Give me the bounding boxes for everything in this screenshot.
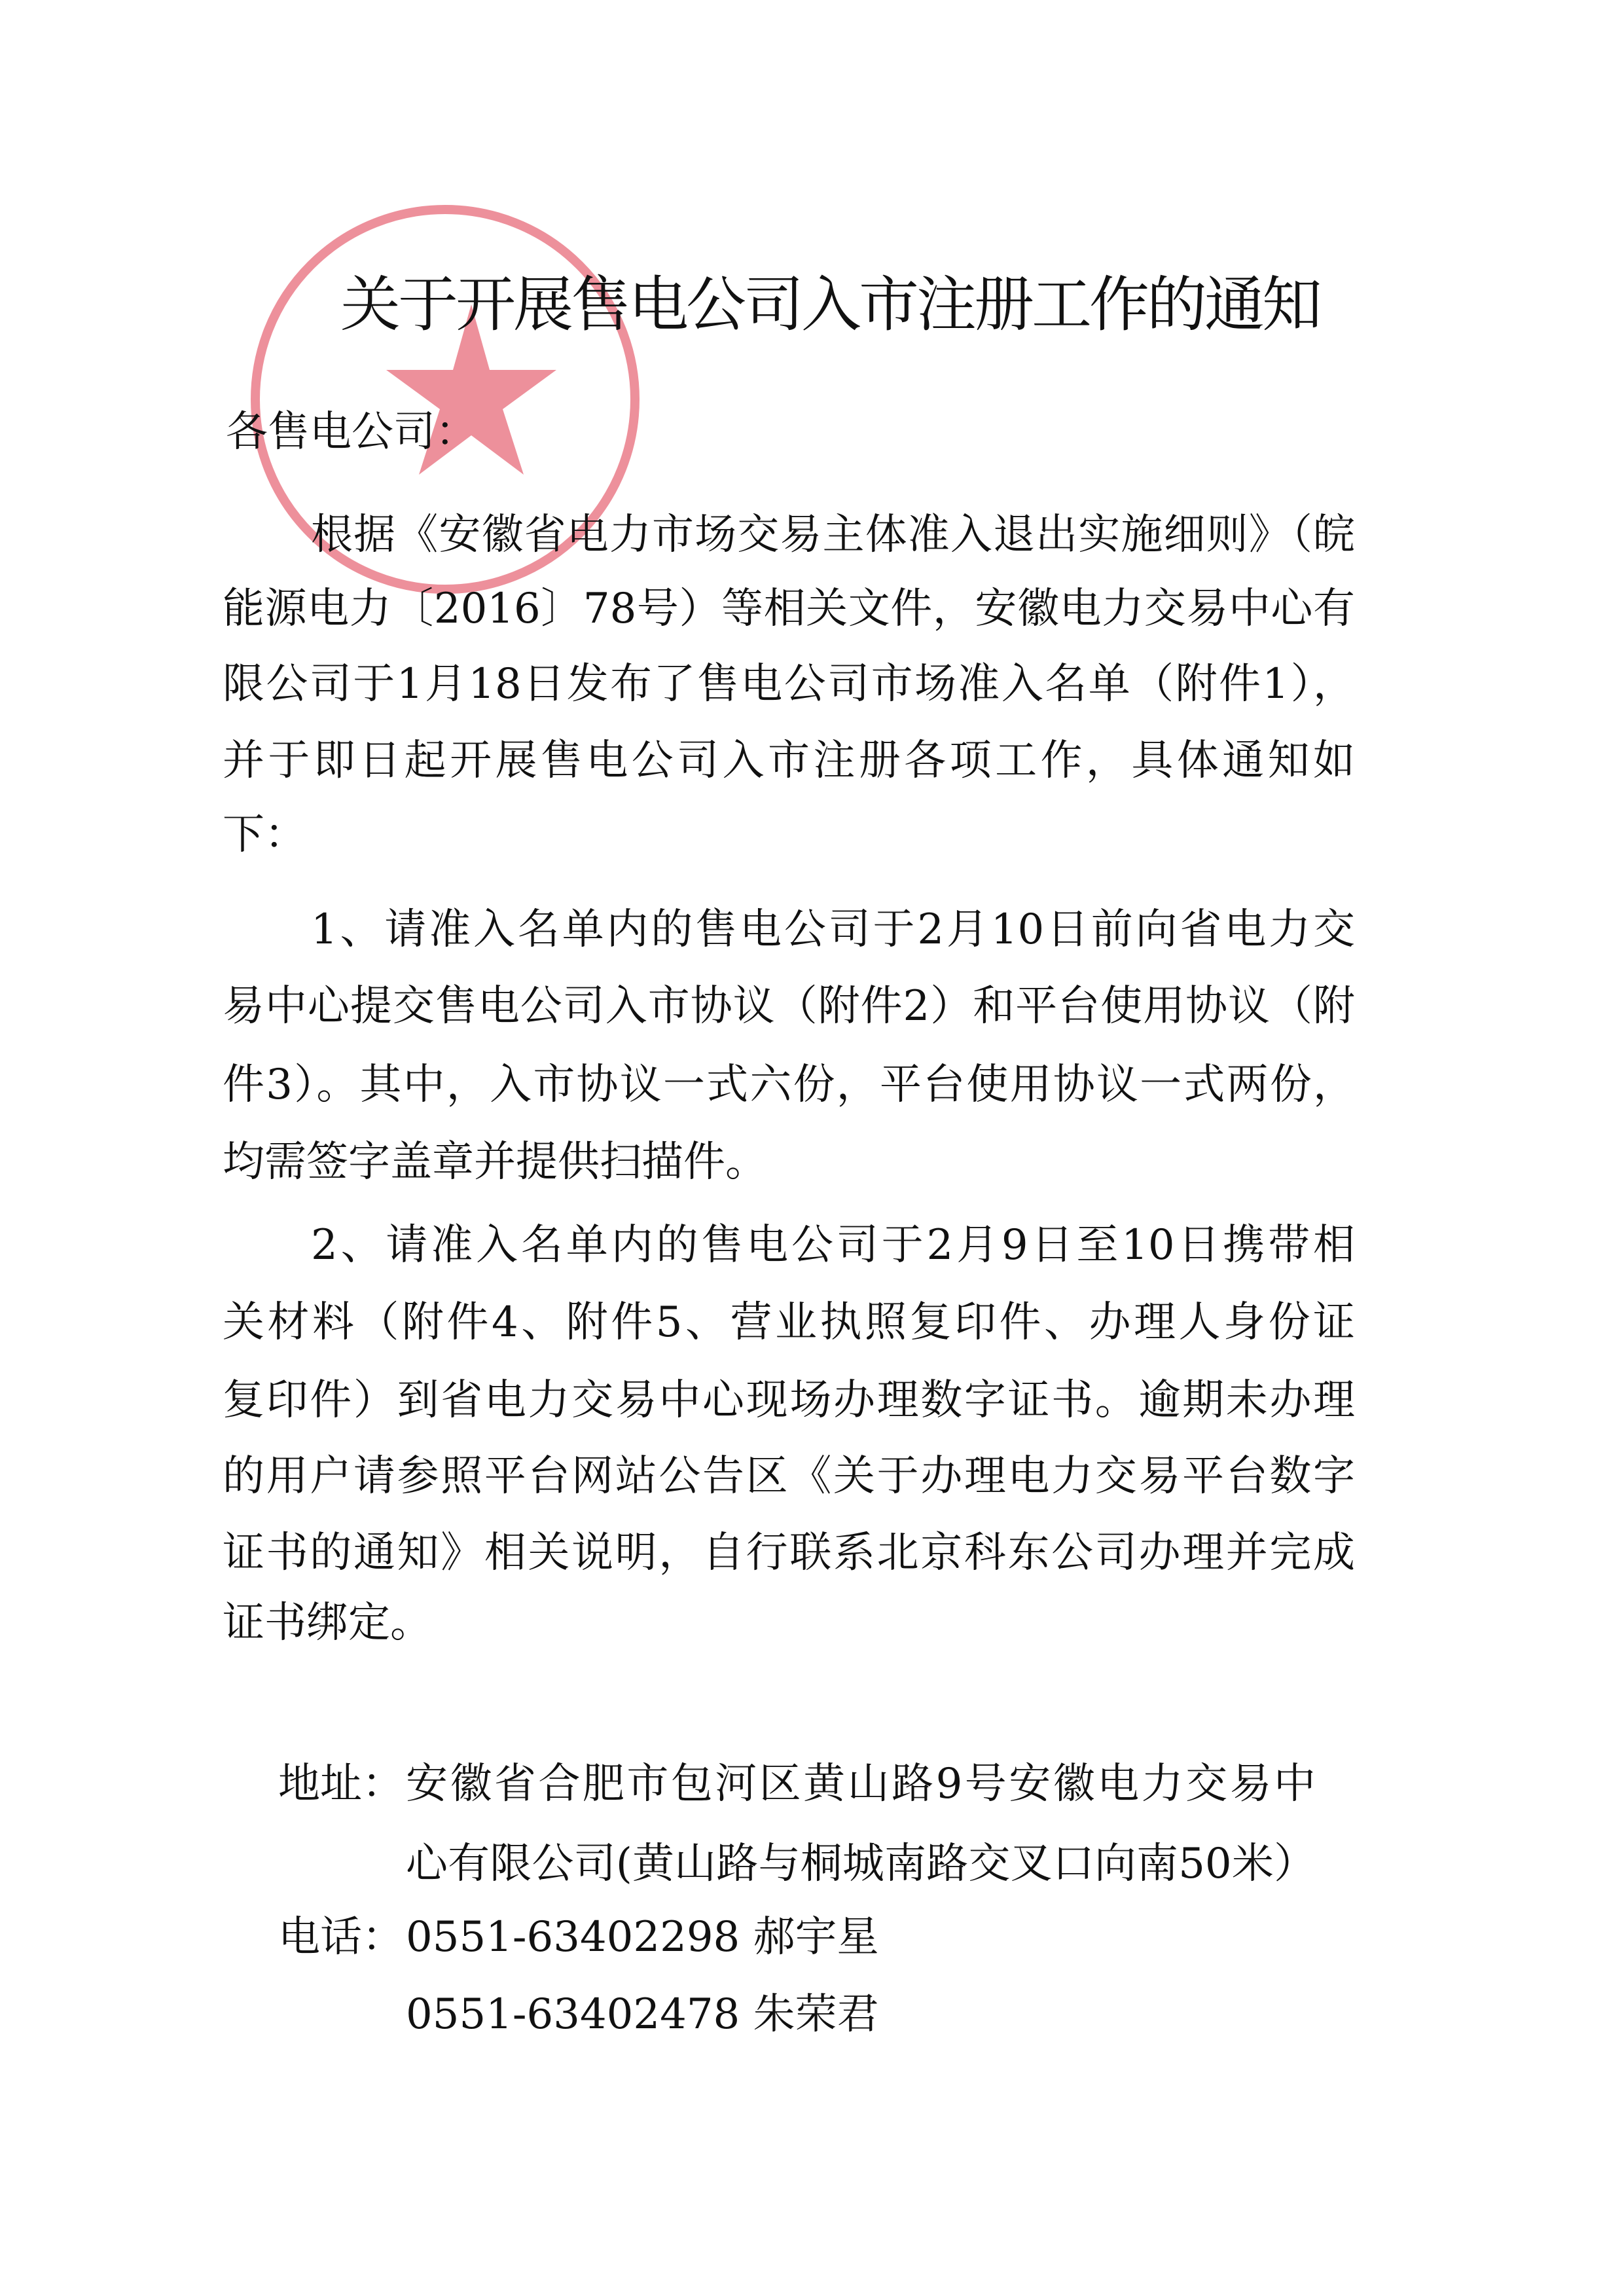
paragraph-line: 关材料（附件4、附件5、营业执照复印件、办理人身份证	[223, 1298, 1355, 1347]
paragraph-line: 证书的通知》相关说明，自行联系北京科东公司办理并完成	[223, 1529, 1355, 1577]
paragraph-line: 易中心提交售电公司入市协议（附件2）和平台使用协议（附	[223, 982, 1355, 1030]
paragraph-line: 2、请准入名单内的售电公司于2月9日至10日携带相	[311, 1221, 1355, 1269]
phone-line: 0551-63402478 朱荣君	[406, 1990, 879, 2039]
salutation: 各售电公司：	[226, 408, 477, 456]
phone-line: 0551-63402298 郝宇星	[406, 1913, 879, 1961]
paragraph-line: 复印件）到省电力交易中心现场办理数字证书。逾期未办理	[223, 1376, 1355, 1425]
address-label: 地址：	[278, 1760, 404, 1808]
paragraph-line: 能源电力〔2016〕78号）等相关文件，安徽电力交易中心有	[223, 585, 1355, 633]
paragraph-line: 均需签字盖章并提供扫描件。	[223, 1138, 767, 1186]
paragraph-line: 证书绑定。	[223, 1599, 432, 1647]
paragraph-line: 并于即日起开展售电公司入市注册各项工作，具体通知如	[223, 737, 1355, 785]
paragraph-line: 下：	[223, 811, 306, 859]
paragraph-line: 件3）。其中，入市协议一式六份，平台使用协议一式两份，	[223, 1061, 1355, 1109]
document-title: 关于开展售电公司入市注册工作的通知	[340, 270, 1320, 340]
paragraph-line: 的用户请参照平台网站公告区《关于办理电力交易平台数字	[223, 1452, 1355, 1501]
phone-label: 电话：	[278, 1913, 404, 1961]
paragraph-line: 根据《安徽省电力市场交易主体准入退出实施细则》（皖	[311, 511, 1355, 559]
address-line: 心有限公司(黄山路与桐城南路交叉口向南50米）	[406, 1840, 1316, 1888]
paragraph-line: 1、请准入名单内的售电公司于2月10日前向省电力交	[311, 905, 1355, 954]
paragraph-line: 限公司于1月18日发布了售电公司市场准入名单（附件1），	[223, 660, 1355, 708]
address-line: 安徽省合肥市包河区黄山路9号安徽电力交易中	[406, 1760, 1316, 1808]
